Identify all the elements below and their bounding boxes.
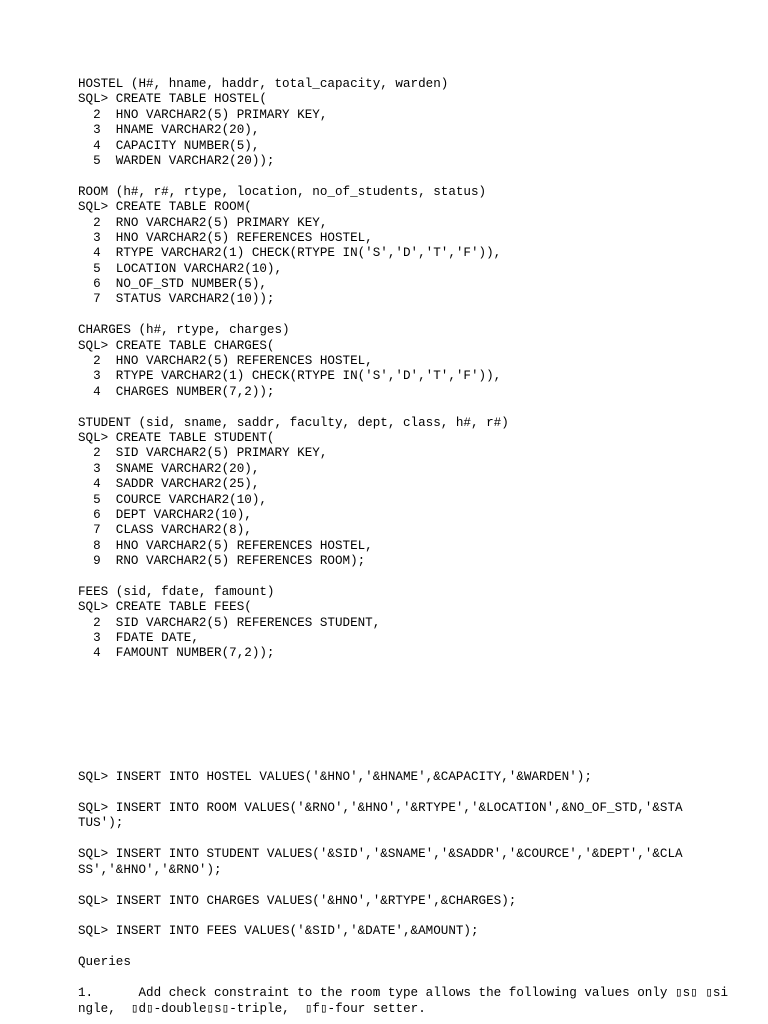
spacer	[78, 400, 758, 415]
sql-line: 4 RTYPE VARCHAR2(1) CHECK(RTYPE IN('S','D','T','F')),	[78, 246, 502, 261]
insert-statement: SQL> INSERT INTO STUDENT VALUES('&SID','&SNAME','&SADDR','&COURCE','&DEPT','&CLA	[78, 847, 683, 862]
insert-block-room	[78, 801, 758, 832]
insert-statement: SS','&HNO','&RNO');	[78, 862, 222, 877]
sql-line: 4 CAPACITY NUMBER(5),	[78, 138, 260, 153]
spacer	[78, 169, 758, 184]
sql-line: 3 SNAME VARCHAR2(20),	[78, 461, 260, 476]
sql-line: 4 FAMOUNT NUMBER(7,2));	[78, 646, 275, 661]
sql-line: 8 HNO VARCHAR2(5) REFERENCES HOSTEL,	[78, 538, 373, 553]
sql-line: 2 RNO VARCHAR2(5) PRIMARY KEY,	[78, 215, 328, 230]
spacer	[78, 832, 758, 847]
query-text: ngle, ▯d▯-double▯s▯-triple, ▯f▯-four setter.	[78, 1001, 426, 1016]
sql-line: SQL> CREATE TABLE STUDENT(	[78, 430, 275, 445]
insert-statement: SQL> INSERT INTO CHARGES VALUES('&HNO','&RTYPE',&CHARGES);	[78, 893, 517, 908]
spacer	[78, 785, 758, 800]
sql-line: 4 SADDR VARCHAR2(25),	[78, 477, 260, 492]
sql-line: SQL> CREATE TABLE ROOM(	[78, 200, 252, 215]
schema-heading: STUDENT (sid, sname, saddr, faculty, dept, class, h#, r#)	[78, 415, 509, 430]
sql-line: 2 HNO VARCHAR2(5) PRIMARY KEY,	[78, 107, 328, 122]
insert-statement: SQL> INSERT INTO FEES VALUES('&SID','&DATE',&AMOUNT);	[78, 924, 479, 939]
spacer	[78, 662, 758, 770]
query-item-1	[78, 986, 758, 1017]
sql-line: 7 STATUS VARCHAR2(10));	[78, 292, 275, 307]
schema-block-room	[78, 185, 758, 308]
sql-line: 4 CHARGES NUMBER(7,2));	[78, 384, 275, 399]
schema-heading: ROOM (h#, r#, rtype, location, no_of_students, status)	[78, 184, 487, 199]
spacer	[78, 909, 758, 924]
sql-line: 2 SID VARCHAR2(5) REFERENCES STUDENT,	[78, 615, 381, 630]
sql-line: SQL> CREATE TABLE HOSTEL(	[78, 92, 267, 107]
sql-line: 7 CLASS VARCHAR2(8),	[78, 523, 252, 538]
insert-block-student	[78, 847, 758, 878]
sql-line: 3 HNAME VARCHAR2(20),	[78, 123, 260, 138]
sql-line: 5 LOCATION VARCHAR2(10),	[78, 261, 283, 276]
schema-heading: HOSTEL (H#, hname, haddr, total_capacity, warden)	[78, 77, 449, 91]
insert-block-charges	[78, 894, 758, 910]
sql-line: 6 NO_OF_STD NUMBER(5),	[78, 277, 267, 292]
sql-line: 9 RNO VARCHAR2(5) REFERENCES ROOM);	[78, 554, 366, 569]
query-text: 1. Add check constraint to the room type allows the following values only ▯s▯ ▯si	[78, 986, 729, 1001]
insert-block-fees	[78, 924, 758, 940]
sql-line: 3 RTYPE VARCHAR2(1) CHECK(RTYPE IN('S','D','T','F')),	[78, 369, 502, 384]
sql-line: 2 HNO VARCHAR2(5) REFERENCES HOSTEL,	[78, 354, 373, 369]
spacer	[78, 308, 758, 323]
sql-line: SQL> CREATE TABLE CHARGES(	[78, 338, 275, 353]
sql-line: 5 WARDEN VARCHAR2(20));	[78, 153, 275, 168]
schema-block-charges	[78, 323, 758, 400]
sql-line: 3 HNO VARCHAR2(5) REFERENCES HOSTEL,	[78, 230, 373, 245]
queries-heading: Queries	[78, 955, 131, 970]
spacer	[78, 940, 758, 955]
schema-block-hostel	[78, 77, 758, 169]
insert-statement: SQL> INSERT INTO HOSTEL VALUES('&HNO','&HNAME',&CAPACITY,'&WARDEN');	[78, 769, 592, 784]
sql-line: 5 COURCE VARCHAR2(10),	[78, 492, 267, 507]
spacer	[78, 971, 758, 986]
insert-statement: TUS');	[78, 816, 124, 831]
spacer	[78, 570, 758, 585]
schema-block-fees	[78, 585, 758, 662]
schema-heading: FEES (sid, fdate, famount)	[78, 584, 275, 599]
insert-statement: SQL> INSERT INTO ROOM VALUES('&RNO','&HNO','&RTYPE','&LOCATION',&NO_OF_STD,'&STA	[78, 800, 683, 815]
spacer	[78, 878, 758, 893]
sql-line: 6 DEPT VARCHAR2(10),	[78, 507, 252, 522]
sql-line: 2 SID VARCHAR2(5) PRIMARY KEY,	[78, 446, 328, 461]
sql-line: 3 FDATE DATE,	[78, 631, 199, 646]
sql-line: SQL> CREATE TABLE FEES(	[78, 600, 252, 615]
schema-block-student	[78, 416, 758, 570]
document-page	[78, 77, 758, 1017]
schema-heading: CHARGES (h#, rtype, charges)	[78, 323, 290, 338]
insert-block-hostel	[78, 770, 758, 786]
